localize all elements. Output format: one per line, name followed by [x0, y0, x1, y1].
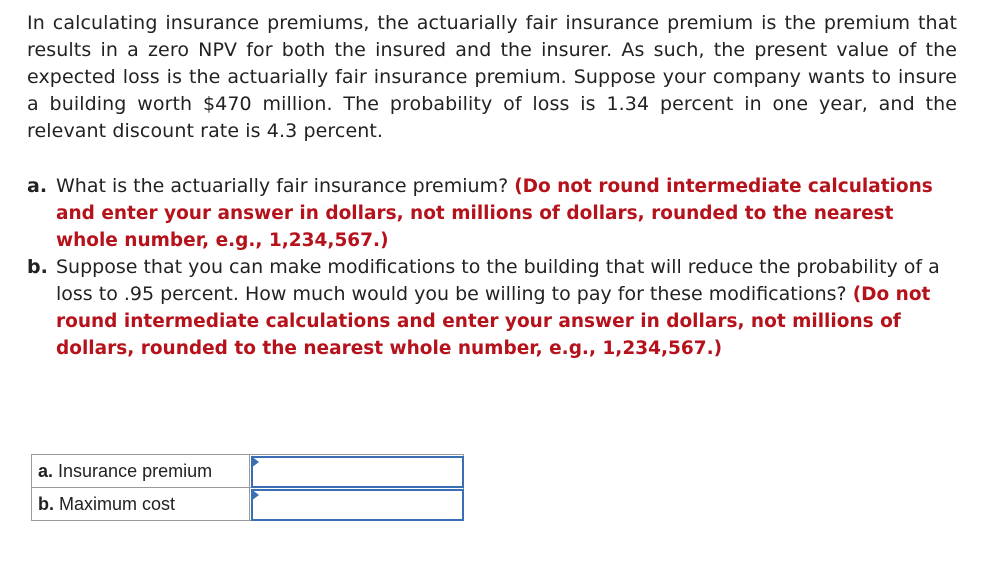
- question-a: [27, 173, 957, 254]
- question-b-instruction: (Do not round intermediate calculations and enter your answer in dollars, not millions of dollars, rounded to the nearest whole number, e.g., 1,234,567.): [56, 284, 931, 359]
- questions-list: [27, 173, 957, 362]
- question-b: [27, 254, 957, 362]
- answer-b-cell: [250, 488, 464, 521]
- input-marker-icon: [251, 489, 259, 501]
- answer-row-a: [32, 455, 464, 488]
- answer-a-cell: [250, 455, 464, 488]
- question-a-instruction: (Do not round intermediate calculations and enter your answer in dollars, not millions of dollars, rounded to the nearest whole number, e.g., 1,234,567.): [56, 176, 933, 251]
- input-marker-icon: [251, 456, 259, 468]
- answer-b-prefix: b.: [38, 493, 54, 514]
- answer-b-label: [32, 488, 250, 521]
- question-b-text: Suppose that you can make modifications to the building that will reduce the probability of a loss to .95 percent. How much would you be willing to pay for these modifications?: [56, 256, 940, 305]
- insurance-premium-input[interactable]: [251, 456, 464, 488]
- answer-a-prefix: a.: [38, 460, 54, 481]
- question-b-label: b.: [27, 256, 48, 278]
- answer-b-label-text: Maximum cost: [59, 493, 176, 514]
- answer-table: [31, 454, 464, 521]
- answer-a-label: [32, 455, 250, 488]
- question-a-label: a.: [27, 175, 48, 197]
- answer-a-label-text: Insurance premium: [58, 460, 213, 481]
- maximum-cost-input[interactable]: [251, 489, 464, 521]
- answer-row-b: [32, 488, 464, 521]
- question-a-text: What is the actuarially fair insurance premium?: [56, 175, 515, 197]
- problem-statement: In calculating insurance premiums, the actuarially fair insurance premium is the premium that results in a zero NPV for both the insured and the insurer. As such, the present value of the expected loss is the actuarially fair insurance premium. Suppose your company wants to insure a building worth $470 million. The probability of loss is 1.34 percent in one year, and the relevant discount rate is 4.3 percent.: [27, 12, 957, 142]
